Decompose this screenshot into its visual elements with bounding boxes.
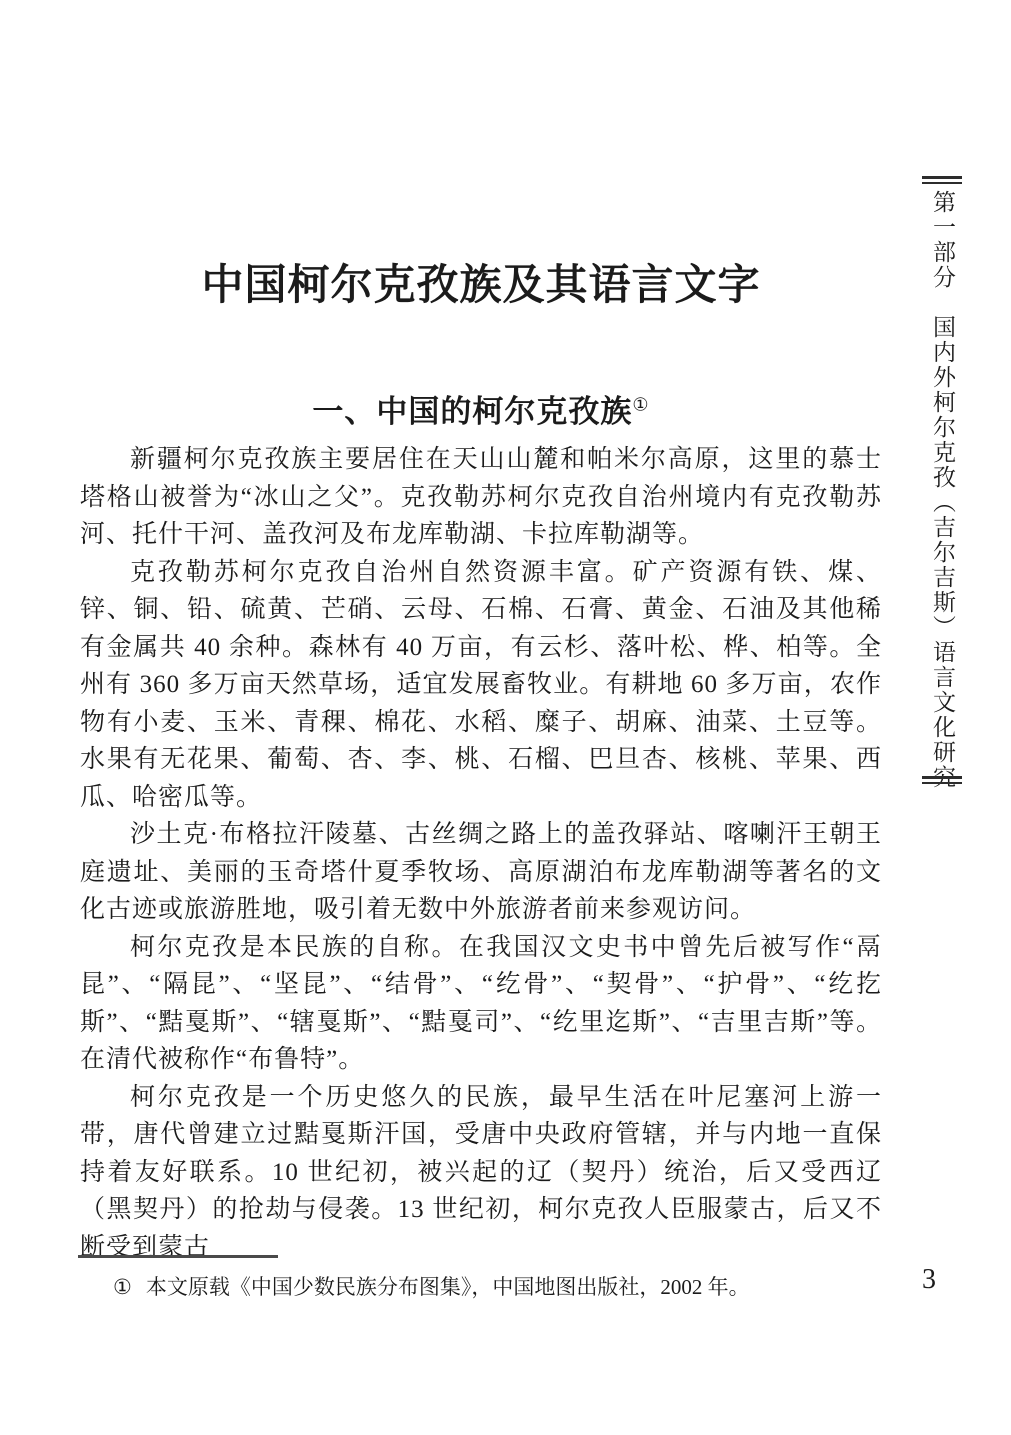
section-heading [80, 386, 882, 431]
body-paragraph: 柯尔克孜是一个历史悠久的民族，最早生活在叶尼塞河上游一带，唐代曾建立过黠戛斯汗国，受唐中央政府管辖，并与内地一直保持着友好联系。10 世纪初，被兴起的辽（契丹）统治，后又受西辽（黑契丹）的抢劫与侵袭。13 世纪初，柯尔克孜人臣服蒙古，后又不断受到蒙古 [80, 1083, 882, 1261]
page-number: 3 [922, 1264, 936, 1295]
section-heading-text: 一、中国的柯尔克孜族 [312, 393, 633, 429]
page-title: 中国柯尔克孜族及其语言文字 [201, 263, 761, 310]
body-paragraph: 柯尔克孜是本民族的自称。在我国汉文史书中曾先后被写作“鬲昆”、“隔昆”、“坚昆”、“结骨”、“纥骨”、“契骨”、“护骨”、“纥扢斯”、“黠戛斯”、“辖戛斯”、“黠戛司”、“纥里迄斯”、“吉里吉斯”等。在清代被称作“布鲁特”。 [80, 933, 882, 1073]
sidebar-part-label: 第一部分 国内外柯尔克孜（吉尔吉斯）语言文化研究 [930, 190, 955, 790]
footnote [113, 1272, 833, 1302]
footnote-reference-mark: ① [632, 394, 650, 415]
body-paragraph: 新疆柯尔克孜族主要居住在天山山麓和帕米尔高原，这里的慕士塔格山被誉为“冰山之父”。克孜勒苏柯尔克孜自治州境内有克孜勒苏河、托什干河、盖孜河及布龙库勒湖、卡拉库勒湖等。 [80, 446, 882, 548]
body-text-column [80, 441, 882, 1266]
footnote-mark: ① [113, 1275, 132, 1299]
body-paragraph: 克孜勒苏柯尔克孜自治州自然资源丰富。矿产资源有铁、煤、锌、铜、铅、硫黄、芒硝、云母、石棉、石膏、黄金、石油及其他稀有金属共 40 余种。森林有 40 万亩，有云杉、落叶松、桦、柏等。全州有 360 多万亩天然草场，适宜发展畜牧业。有耕地 60 多万亩，农作物有小麦、玉米、青稞、棉花、水稻、糜子、胡麻、油菜、土豆等。水果有无花果、葡萄、杏、李、桃、石榴、巴旦杏、核桃、苹果、西瓜、哈密瓜等。 [80, 558, 882, 811]
sidebar-top-rule [922, 176, 962, 184]
footnote-text: 本文原载《中国少数民族分布图集》，中国地图出版社，2002 年。 [145, 1275, 750, 1299]
sidebar-chapter-marker [920, 176, 964, 790]
body-paragraph: 沙土克·布格拉汗陵墓、古丝绸之路上的盖孜驿站、喀喇汗王朝王庭遗址、美丽的玉奇塔什夏季牧场、高原湖泊布龙库勒湖等著名的文化古迹或旅游胜地，吸引着无数中外旅游者前来参观访问。 [80, 821, 882, 923]
sidebar-bottom-rule [922, 776, 962, 784]
footnote-separator-rule [78, 1255, 278, 1258]
